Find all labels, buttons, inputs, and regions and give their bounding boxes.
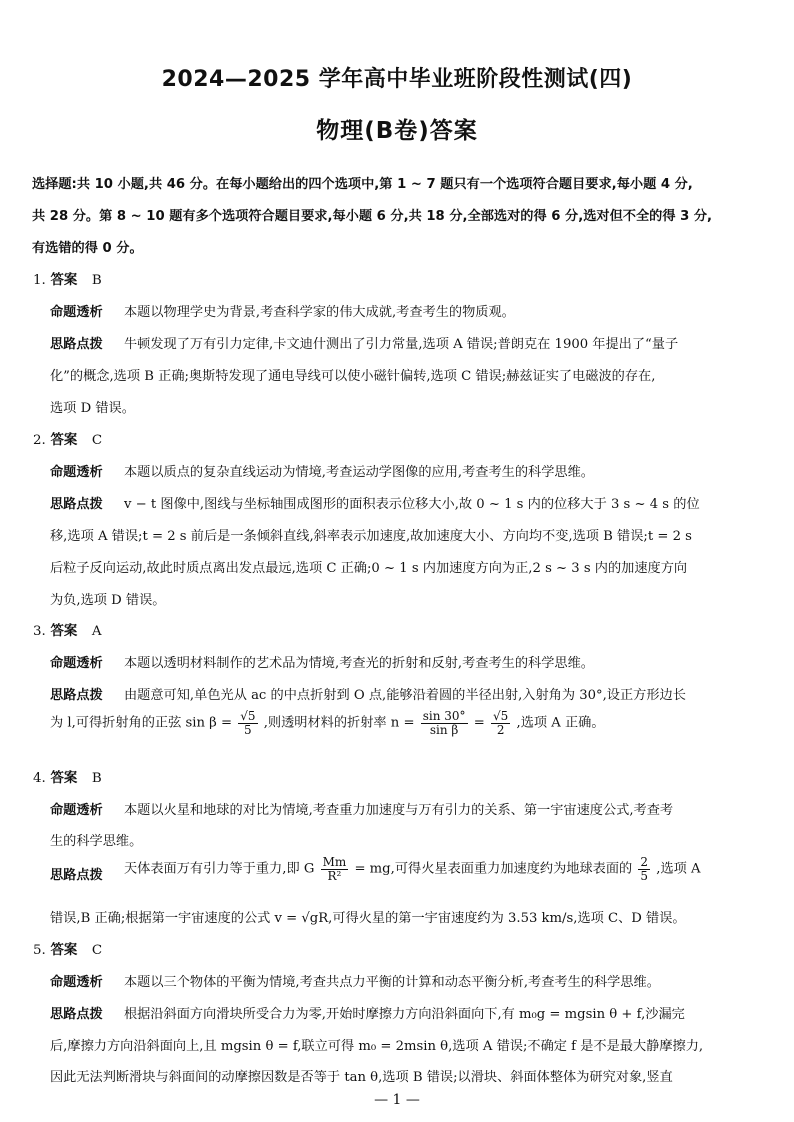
intro-line: 有选错的得 0 分。 bbox=[32, 241, 143, 256]
hint-text: 错误,B 正确;根据第一宇宙速度的公式 v = √gR,可得火星的第一宇宙速度约为 3.53 km/s,选项 C、D 错误。 bbox=[50, 911, 686, 926]
hint-text: = mg,可得火星表面重力加速度约为地球表面的 bbox=[354, 861, 633, 877]
hint-formula-line bbox=[50, 710, 605, 736]
fraction-sin-beta bbox=[238, 710, 257, 736]
fraction-denominator: sin β bbox=[429, 722, 459, 737]
intro-line: 选择题:共 10 小题,共 46 分。在每小题给出的四个选项中,第 1 ~ 7 题只有一个选项符合题目要求,每小题 4 分, bbox=[32, 177, 693, 192]
analysis-text: 本题以透明材料制作的艺术品为情境,考查光的折射和反射,考查考生的科学思维。 bbox=[124, 656, 594, 671]
fraction-numerator: sin 30° bbox=[422, 709, 466, 723]
answer-label: 答案 bbox=[50, 624, 78, 639]
hint-label: 思路点拨 bbox=[50, 1007, 103, 1022]
answer-label: 答案 bbox=[50, 433, 78, 448]
hint-text: 后,摩擦力方向沿斜面向上,且 mgsin θ = f,联立可得 m₀ = 2msin θ,选项 A 错误;不确定 f 是不是最大静摩擦力, bbox=[50, 1039, 704, 1054]
answer-value: C bbox=[91, 433, 103, 448]
question-2-header bbox=[33, 429, 102, 448]
hint-text: ,选项 A bbox=[656, 861, 701, 877]
fraction-ratio bbox=[638, 856, 650, 882]
question-number: 4. bbox=[33, 771, 46, 786]
hint-formula-line bbox=[124, 856, 701, 882]
fraction-denominator: 5 bbox=[244, 722, 252, 737]
analysis-label: 命题透析 bbox=[50, 975, 103, 990]
hint-text: 根据沿斜面方向滑块所受合力为零,开始时摩擦力方向沿斜面向下,有 m₀g = mgsin θ + f,沙漏完 bbox=[124, 1007, 685, 1022]
fraction-numerator: √5 bbox=[240, 709, 256, 723]
hint-text: 为 l,可得折射角的正弦 sin β = bbox=[50, 715, 233, 731]
fraction-numerator: √5 bbox=[493, 709, 509, 723]
question-3-header bbox=[33, 620, 102, 639]
analysis-text: 生的科学思维。 bbox=[50, 834, 143, 849]
hint-text: 因此无法判断滑块与斜面间的动摩擦因数是否等于 tan θ,选项 B 错误;以滑块、斜面体整体为研究对象,竖直 bbox=[50, 1070, 673, 1085]
hint-text: v − t 图像中,图线与坐标轴围成图形的面积表示位移大小,故 0 ~ 1 s 内的位移大于 3 s ~ 4 s 的位 bbox=[124, 497, 700, 512]
question-number: 1. bbox=[33, 273, 46, 288]
question-number: 5. bbox=[33, 943, 46, 958]
question-1-header bbox=[33, 269, 102, 288]
page-number: — 1 — bbox=[374, 1092, 420, 1108]
question-5-header bbox=[33, 939, 102, 958]
hint-label: 思路点拨 bbox=[50, 868, 103, 883]
fraction-numerator: Mm bbox=[322, 855, 347, 869]
answer-value: B bbox=[91, 771, 102, 786]
fraction-denominator: 5 bbox=[640, 868, 649, 883]
hint-text: 为负,选项 D 错误。 bbox=[50, 593, 166, 608]
answer-label: 答案 bbox=[50, 273, 78, 288]
answer-value: B bbox=[91, 273, 102, 288]
answer-value: C bbox=[91, 943, 103, 958]
page-subtitle: 物理(B卷)答案 bbox=[316, 118, 478, 144]
hint-text: 天体表面万有引力等于重力,即 G bbox=[124, 861, 315, 877]
fraction-denominator: R² bbox=[327, 868, 342, 883]
question-4-header bbox=[33, 767, 102, 786]
hint-label: 思路点拨 bbox=[50, 337, 103, 352]
analysis-label: 命题透析 bbox=[50, 305, 103, 320]
hint-label: 思路点拨 bbox=[50, 497, 103, 512]
hint-text: ,则透明材料的折射率 n = bbox=[263, 715, 415, 731]
hint-text: 由题意可知,单色光从 ac 的中点折射到 O 点,能够沿着圆的半径出射,入射角为 30°,设正方形边长 bbox=[124, 688, 686, 703]
equals-sign: = bbox=[473, 715, 485, 731]
analysis-text: 本题以火星和地球的对比为情境,考查重力加速度与万有引力的关系、第一宇宙速度公式,考查考 bbox=[124, 803, 674, 818]
analysis-text: 本题以质点的复杂直线运动为情境,考查运动学图像的应用,考查考生的科学思维。 bbox=[124, 465, 594, 480]
fraction-gravity bbox=[321, 856, 349, 882]
fraction-index-value bbox=[491, 710, 510, 736]
answer-label: 答案 bbox=[50, 943, 78, 958]
fraction-denominator: 2 bbox=[496, 722, 505, 737]
fraction-numerator: 2 bbox=[640, 855, 649, 869]
page-title: 2024—2025 学年高中毕业班阶段性测试(四) bbox=[161, 67, 633, 92]
analysis-text: 本题以三个物体的平衡为情境,考查共点力平衡的计算和动态平衡分析,考查考生的科学思维。 bbox=[124, 975, 660, 990]
analysis-label: 命题透析 bbox=[50, 803, 103, 818]
hint-text: 后粒子反向运动,故此时质点离出发点最远,选项 C 正确;0 ~ 1 s 内加速度方向为正,2 s ~ 3 s 内的加速度方向 bbox=[50, 561, 688, 576]
answer-value: A bbox=[91, 624, 102, 639]
analysis-label: 命题透析 bbox=[50, 656, 103, 671]
hint-text: 选项 D 错误。 bbox=[50, 401, 135, 416]
hint-label: 思路点拨 bbox=[50, 688, 103, 703]
analysis-text: 本题以物理学史为背景,考查科学家的伟大成就,考查考生的物质观。 bbox=[124, 305, 515, 320]
analysis-label: 命题透析 bbox=[50, 465, 103, 480]
question-number: 2. bbox=[33, 433, 46, 448]
fraction-index-ratio bbox=[421, 710, 468, 736]
question-number: 3. bbox=[33, 624, 46, 639]
intro-line: 共 28 分。第 8 ~ 10 题有多个选项符合题目要求,每小题 6 分,共 18 分,全部选对的得 6 分,选对但不全的得 3 分, bbox=[32, 209, 713, 224]
answer-label: 答案 bbox=[50, 771, 78, 786]
hint-text: 移,选项 A 错误;t = 2 s 前后是一条倾斜直线,斜率表示加速度,故加速度大小、方向均不变,选项 B 错误;t = 2 s bbox=[50, 529, 692, 544]
hint-text: 牛顿发现了万有引力定律,卡文迪什测出了引力常量,选项 A 错误;普朗克在 1900 年提出了“量子 bbox=[124, 337, 679, 352]
hint-text: ,选项 A 正确。 bbox=[516, 715, 605, 731]
hint-text: 化”的概念,选项 B 正确;奥斯特发现了通电导线可以使小磁针偏转,选项 C 错误;赫兹证实了电磁波的存在, bbox=[50, 369, 656, 384]
